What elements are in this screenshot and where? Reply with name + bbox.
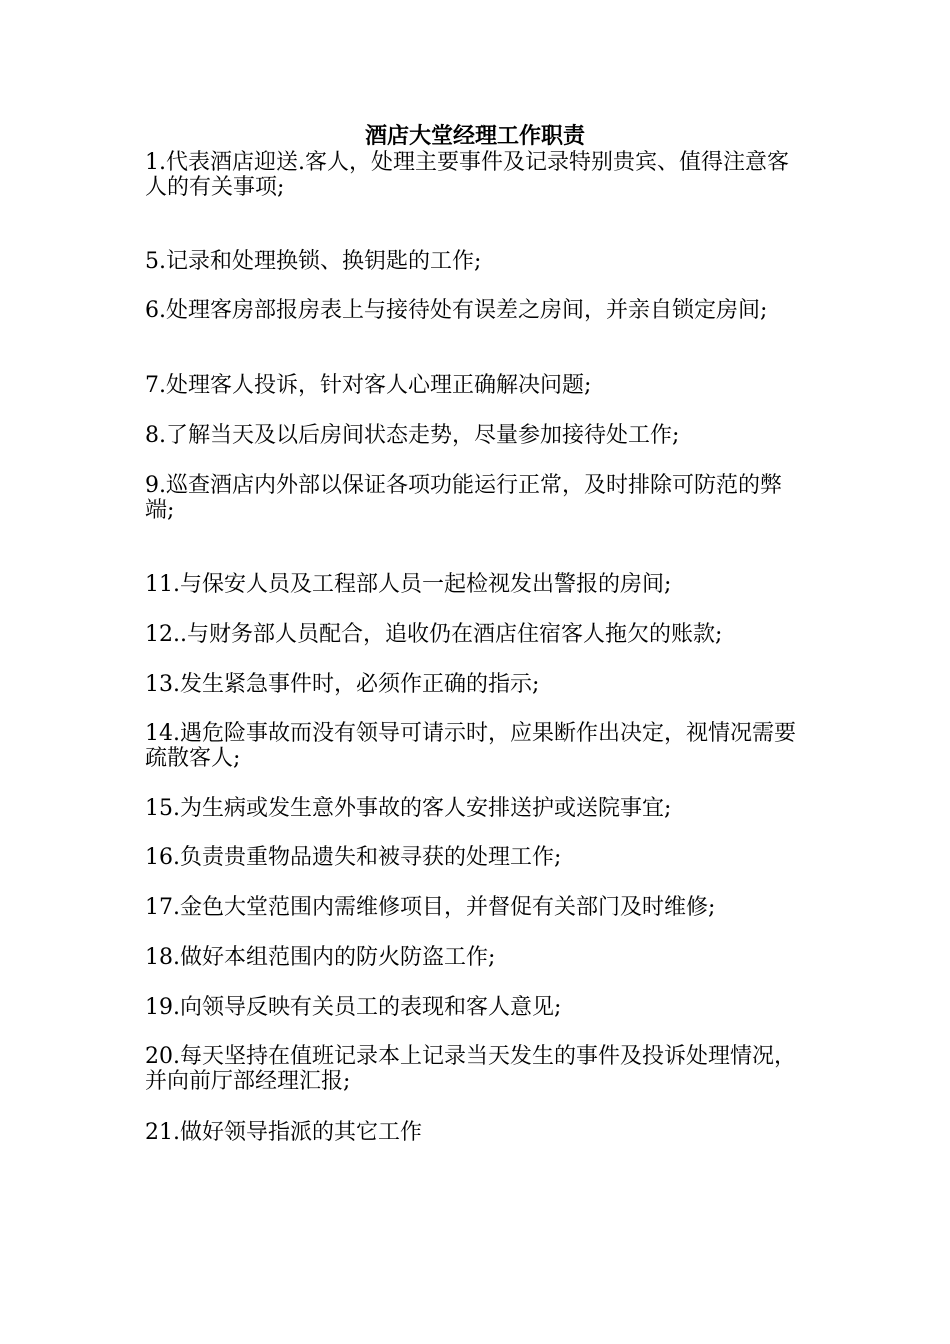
duty-item-1: 1.代表酒店迎送.客人，处理主要事件及记录特别贵宾、值得注意客人的有关事项; (145, 150, 789, 200)
duty-item-20: 20.每天坚持在值班记录本上记录当天发生的事件及投诉处理情况，并向前厅部经理汇报; (145, 1044, 796, 1094)
duty-item-5: 5.记录和处理换锁、换钥匙的工作; (145, 249, 482, 274)
duty-item-16: 16.负责贵重物品遗失和被寻获的处理工作; (145, 845, 562, 870)
duty-item-21: 21.做好领导指派的其它工作 (145, 1120, 422, 1145)
duty-item-18: 18.做好本组范围内的防火防盗工作; (145, 945, 496, 970)
document-title: 酒店大堂经理工作职责 (364, 123, 585, 149)
duty-item-7: 7.处理客人投诉，针对客人心理正确解决问题; (145, 373, 592, 398)
duty-item-12: 12..与财务部人员配合，追收仍在酒店住宿客人拖欠的账款; (145, 622, 723, 647)
duty-item-17: 17.金色大堂范围内需维修项目，并督促有关部门及时维修; (145, 895, 716, 920)
duty-item-8: 8.了解当天及以后房间状态走势，尽量参加接待处工作; (145, 423, 680, 448)
duty-item-11: 11.与保安人员及工程部人员一起检视发出警报的房间; (145, 572, 672, 597)
duty-item-9: 9.巡查酒店内外部以保证各项功能运行正常，及时排除可防范的弊端; (145, 473, 782, 523)
duty-item-19: 19.向领导反映有关员工的表现和客人意见; (145, 995, 562, 1020)
duty-item-13: 13.发生紧急事件时，必须作正确的指示; (145, 672, 540, 697)
duty-item-15: 15.为生病或发生意外事故的客人安排送护或送院事宜; (145, 796, 672, 821)
duty-item-14: 14.遇危险事故而没有领导可请示时，应果断作出决定，视情况需要疏散客人; (145, 721, 796, 771)
duty-item-6: 6.处理客房部报房表上与接待处有误差之房间，并亲自锁定房间; (145, 298, 768, 323)
